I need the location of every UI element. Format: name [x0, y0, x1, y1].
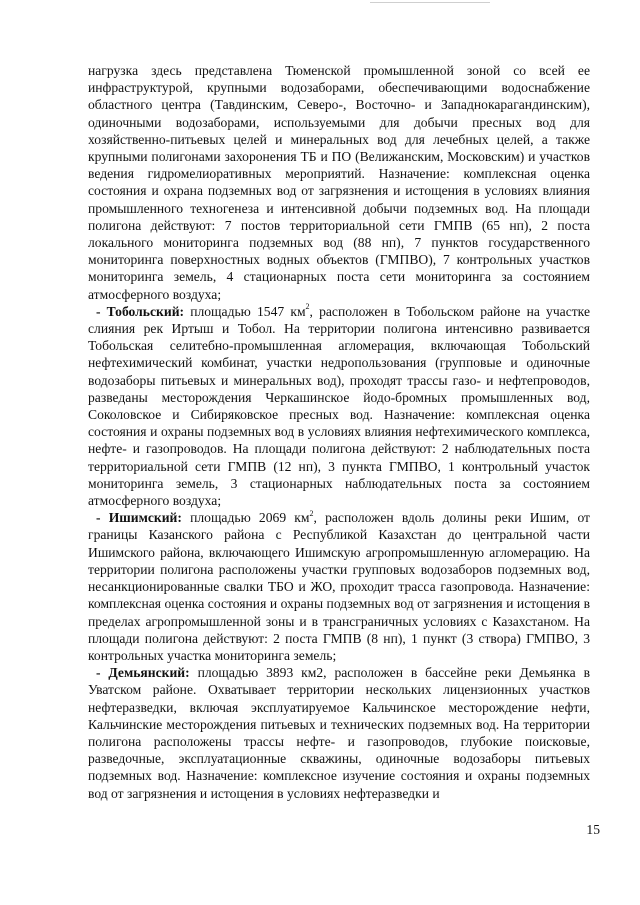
paragraph-ishim [88, 509, 590, 664]
paragraph-demyansk [88, 664, 590, 802]
ishim-text: , расположен вдоль долины реки Ишим, от границы Казанского района с Республикой Казахстан до центральной части Ишимского района, включающего Ишимскую агропромышленную агломерацию. На территории полигона расположены участки групповых водозаборов подземных вод, несанкционированные свалки ТБО и ЖО, проходит трасса газопровода. Назначение: комплексная оценка состояния и охраны подземных вод от загрязнения и истощения в пределах агропромышленной зоны и в трансграничных условиях с Казахстаном. На площади полигона действуют: 2 поста ГМПВ (8 нп), 1 пункт (3 створа) ГМПВО, 3 контрольных участка мониторинга земель; [88, 510, 591, 663]
paragraph-intro: нагрузка здесь представлена Тюменской промышленной зоной со всей ее инфраструктурой, крупными водозаборами, обеспечивающими водоснабжение областного центра (Тавдинским, Северо-, Восточно- и Западнокарагандинским), одиночными водозаборами, используемыми для добычи пресных вод для хозяйственно-питьевых целей и минеральных вод для лечебных целей, а также крупными полигонами захоронения ТБ и ПО (Велижанским, Московским) и участков ведения гидромелиоративных мероприятий. Назначение: комплексная оценка состояния и охрана подземных вод от загрязнения и истощения в условиях влияния промышленного техногенеза и интенсивной добычи подземных вод. На площади полигона действуют: 7 постов территориальной сети ГМПВ (65 нп), 2 поста локального мониторинга подземных вод (88 нп), 7 пунктов государственного мониторинга поверхностных водных объектов (ГМПВО), 7 контрольных участков мониторинга земель, 4 стационарных поста сети мониторинга за состоянием атмосферного воздуха; [88, 63, 590, 302]
page-number: 15 [586, 822, 600, 837]
term-tobolsk: - Тобольский: [96, 303, 185, 319]
scan-artifact-line [370, 2, 490, 3]
tobolsk-area: площадью 1547 км [184, 303, 306, 319]
term-ishim: - Ишимский: [96, 510, 182, 526]
tobolsk-area-sup: 2 [305, 302, 310, 312]
demyansk-text: площадью 3893 км2, расположен в бассейне реки Демьянка в Уватском районе. Охватывает территории нескольких лицензионных участков нефтеразведки, включая эксплуатируемое Кальчинское месторождение нефти, Кальчинские месторождения питьевых и технических подземных вод. На территории полигона расположены трассы нефте- и газопроводов, глубокие поисковые, разведочные, эксплуатационные скважины, одиночные водозаборы питьевых подземных вод. Назначение: комплексное изучение состояния и охраны подземных вод от загрязнения и истощения в условиях нефтеразведки и [88, 665, 591, 801]
ishim-area-sup: 2 [309, 508, 314, 518]
tobolsk-text: , расположен в Тобольском районе на участке слияния рек Иртыш и Тобол. На территории полигона интенсивно развивается Тобольская селитебно-промышленная агломерация, включающая Тобольский нефтехимический комбинат, участки недропользования (групповые и одиночные водозаборы питьевых и минеральных вод), проходят трассы газо- и нефтепроводов, разведаны месторождения Черкашинское йодо-бромных промышленных вод, Соколовское и Сибиряковское пресных вод. Назначение: комплексная оценка состояния и охраны подземных вод в условиях влияния нефтехимического комплекса, нефте- и газопроводов. На площади полигона действуют: 2 наблюдательных поста территориальной сети ГМПВ (12 нп), 3 пункта ГМПВО, 1 контрольный участок мониторинга земель, 3 стационарных наблюдательных поста за состоянием атмосферного воздуха; [88, 303, 590, 509]
body-text [88, 62, 590, 802]
ishim-area: площадью 2069 км [181, 510, 310, 526]
term-demyansk: - Демьянский: [96, 665, 190, 681]
paragraph-tobolsk [88, 303, 590, 509]
